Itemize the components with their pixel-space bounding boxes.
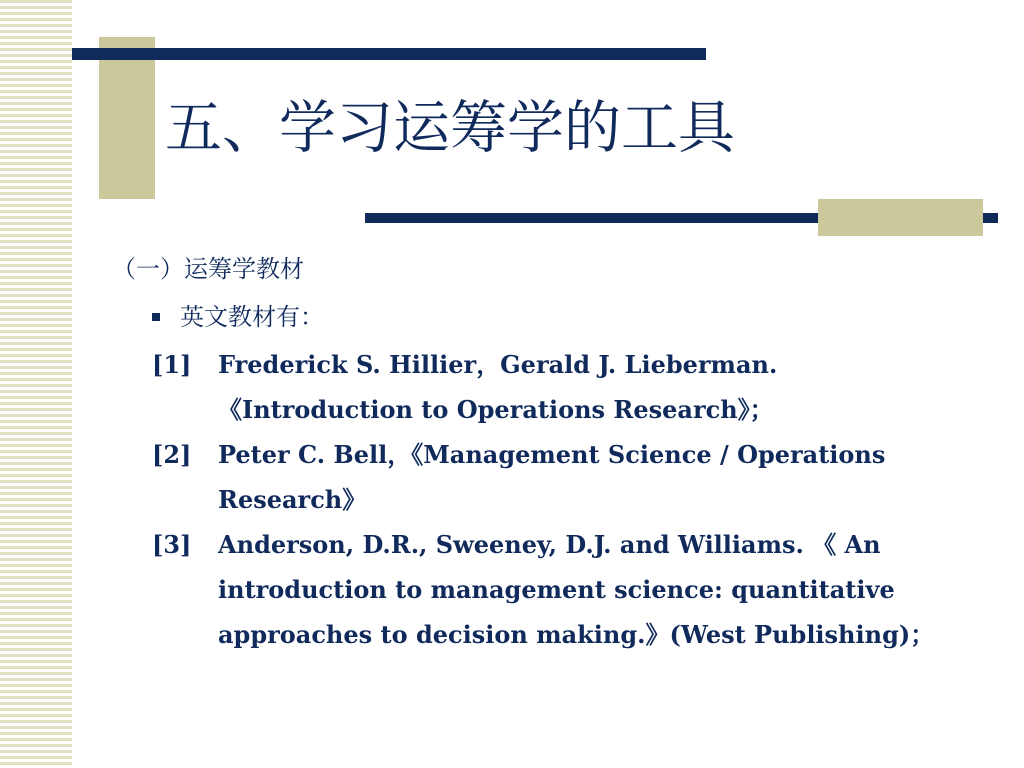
reference-line: Frederick S. Hillier，Gerald J. Lieberman. [218, 350, 778, 379]
reference-line: introduction to management science: quantitative [218, 575, 895, 604]
title-accent-block-right [818, 199, 983, 236]
striped-margin-decoration [0, 0, 72, 768]
slide-title: 五、学习运筹学的工具 [165, 95, 735, 161]
bullet-item [152, 296, 324, 338]
reference-item [152, 522, 1012, 567]
title-rule-top [72, 48, 706, 60]
reference-number: [1] [152, 350, 192, 379]
title-accent-block-left [99, 37, 155, 199]
reference-number: [3] [152, 530, 192, 559]
square-bullet-icon [152, 313, 160, 321]
reference-item [152, 342, 1012, 387]
reference-line: Research》 [218, 485, 367, 514]
section-heading: （一）运筹学教材 [112, 255, 304, 283]
reference-list [152, 342, 1012, 657]
reference-item [152, 432, 1012, 477]
reference-line: approaches to decision making.》(West Publishing)； [218, 620, 935, 649]
reference-number: [2] [152, 440, 192, 469]
reference-line: 《Introduction to Operations Research》； [218, 395, 774, 424]
reference-line: Anderson, D.R., Sweeney, D.J. and Williams. 《 An [218, 530, 881, 559]
reference-line: Peter C. Bell，《Management Science / Operations [218, 440, 886, 469]
bullet-text: 英文教材有： [180, 303, 324, 331]
